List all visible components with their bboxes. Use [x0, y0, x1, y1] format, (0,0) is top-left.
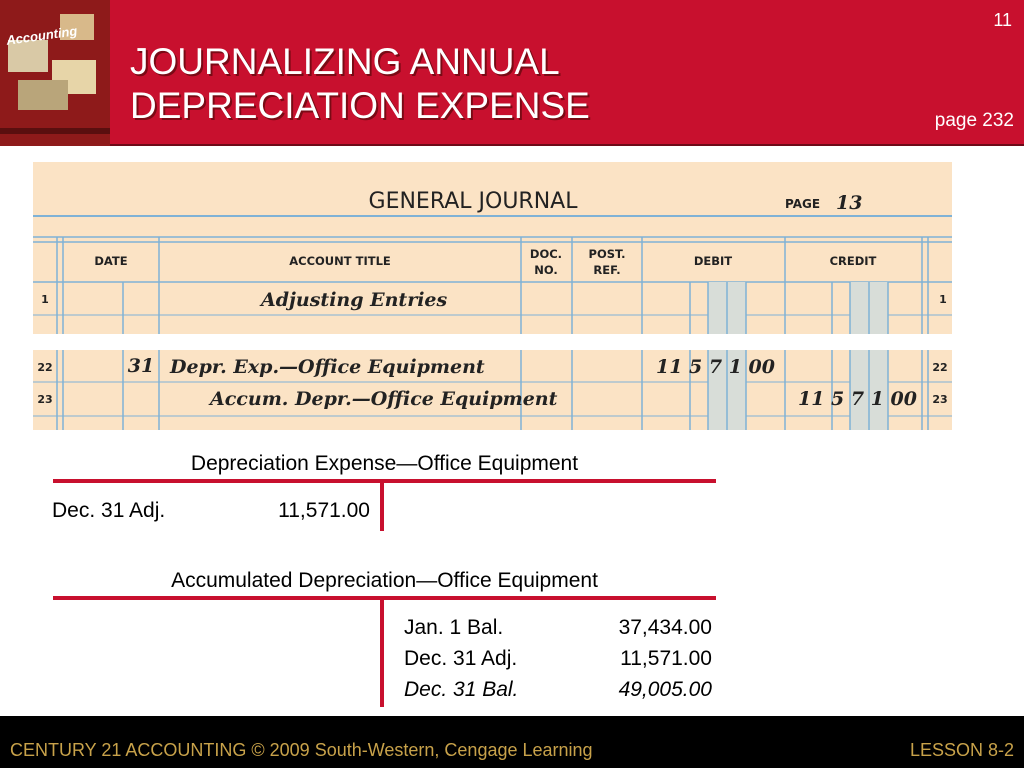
- line-number-right: 1: [939, 293, 947, 306]
- accumulated-t-account-vrule: [380, 596, 384, 707]
- journal-title: GENERAL JOURNAL: [368, 189, 578, 214]
- footer-lesson: LESSON 8-2: [909, 740, 1014, 760]
- slide-footer: [0, 716, 1024, 768]
- line-number-left: 23: [37, 393, 53, 406]
- slide-number: 11: [993, 10, 1012, 30]
- journal-account-title: Accum. Depr.—Office Equipment: [210, 388, 558, 410]
- col-header-post-ref-1: POST.: [588, 247, 626, 261]
- line-number-left: 22: [37, 361, 53, 374]
- general-journal: [33, 162, 952, 430]
- accumulated-credit-label: Dec. 31 Adj.: [404, 647, 518, 670]
- journal-debit-amount: 11 5 7 1 00: [655, 356, 775, 378]
- accumulated-credit-amount: 37,434.00: [618, 616, 712, 639]
- col-header-doc-no-2: NO.: [534, 263, 558, 277]
- expense-t-account-hrule: [53, 479, 716, 483]
- line-number-right: 22: [932, 361, 948, 374]
- accumulated-balance-label: Dec. 31 Bal.: [404, 678, 519, 701]
- expense-t-account-title: Depreciation Expense—Office Equipment: [190, 452, 579, 475]
- journal-account-title: Adjusting Entries: [261, 289, 448, 311]
- expense-t-account-vrule: [380, 479, 384, 531]
- slide-header: [0, 0, 1024, 146]
- journal-date-day: 31: [127, 355, 155, 377]
- accumulated-t-account-title: Accumulated Depreciation—Office Equipment: [171, 569, 598, 592]
- cover-logo: Accounting: [5, 23, 79, 48]
- slide-title: [130, 40, 590, 128]
- expense-debit-amount: 11,571.00: [278, 499, 370, 522]
- journal-page-label: PAGE: [785, 197, 821, 211]
- slide-title-line-2: DEPRECIATION EXPENSE: [130, 85, 590, 126]
- col-header-date: DATE: [94, 254, 128, 268]
- col-header-account-title: ACCOUNT TITLE: [289, 254, 391, 268]
- journal-page-number: 13: [836, 192, 863, 214]
- accumulated-t-account-hrule: [53, 596, 716, 600]
- slide-title-line-1: JOURNALIZING ANNUAL: [130, 41, 560, 82]
- journal-credit-amount: 11 5 7 1 00: [797, 388, 917, 410]
- footer-copyright: CENTURY 21 ACCOUNTING © 2009 South-Western, Cengage Learning: [10, 740, 593, 760]
- line-number-left: 1: [41, 293, 49, 306]
- expense-debit-label: Dec. 31 Adj.: [52, 499, 166, 522]
- accumulated-balance-amount: 49,005.00: [618, 678, 712, 701]
- journal-account-title: Depr. Exp.—Office Equipment: [170, 356, 485, 378]
- book-cover-image: [0, 0, 110, 146]
- line-number-right: 23: [932, 393, 948, 406]
- col-header-debit: DEBIT: [693, 254, 733, 268]
- col-header-credit: CREDIT: [829, 254, 877, 268]
- accumulated-credit-label: Jan. 1 Bal.: [404, 616, 504, 639]
- accumulated-credit-amount: 11,571.00: [620, 647, 712, 670]
- page-reference: page 232: [934, 110, 1014, 131]
- col-header-doc-no-1: DOC.: [529, 247, 563, 261]
- col-header-post-ref-2: REF.: [593, 263, 621, 277]
